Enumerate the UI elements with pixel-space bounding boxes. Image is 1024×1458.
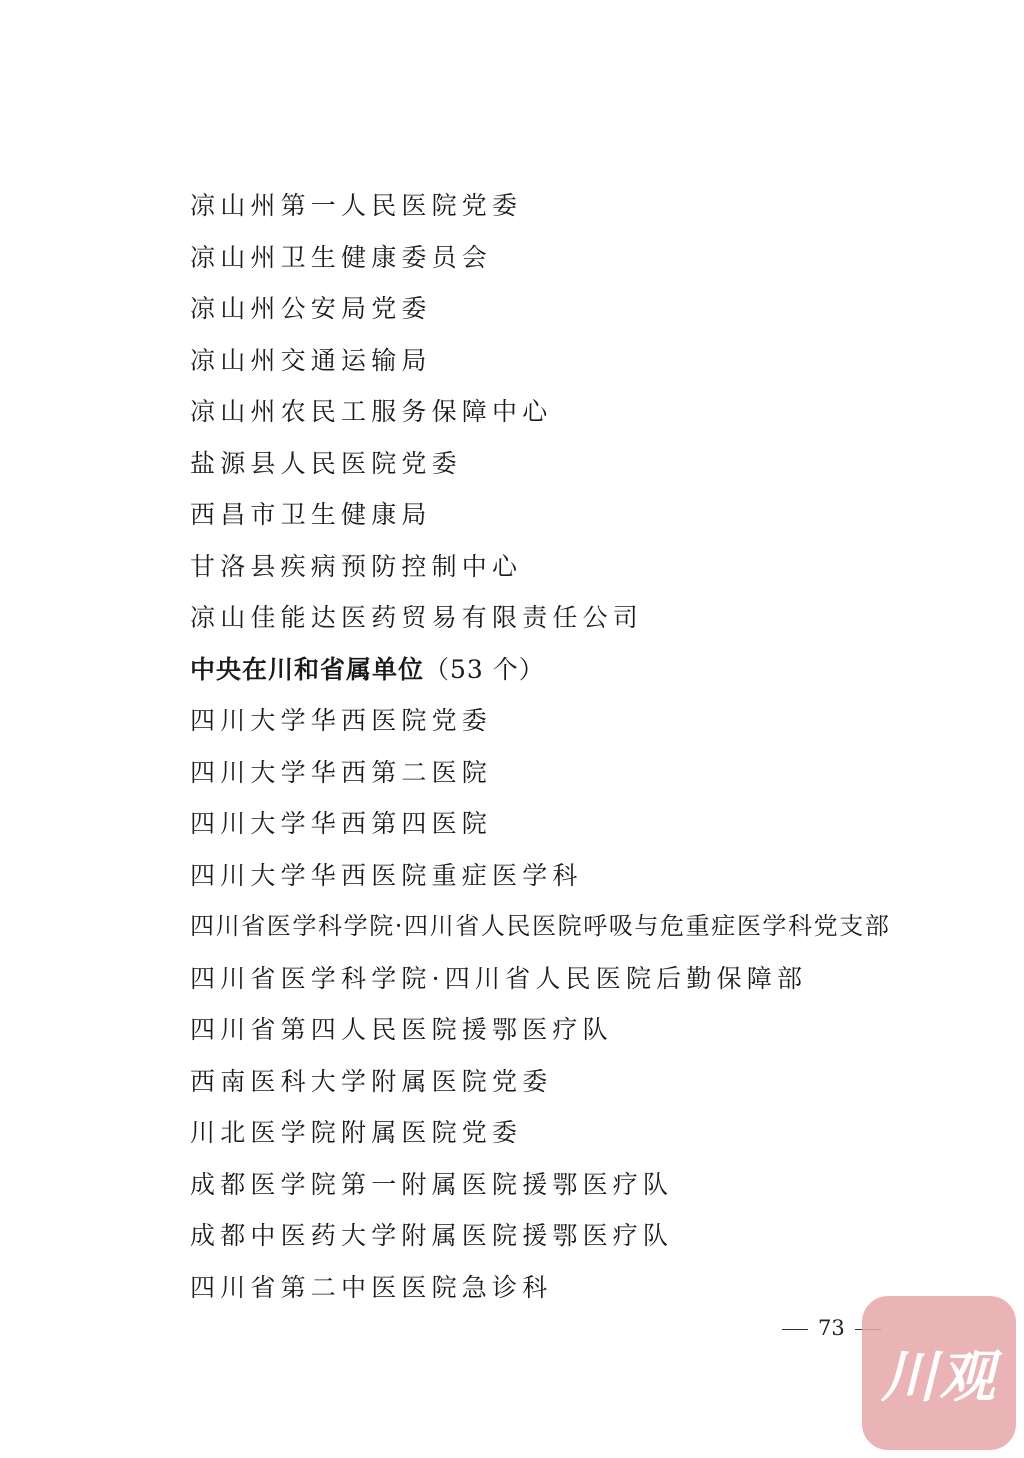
list-item: 四川大学华西第四医院 xyxy=(190,809,493,838)
list-item: 凉山佳能达医药贸易有限责任公司 xyxy=(190,603,644,632)
list-item: 四川省医学科学院·四川省人民医院呼吸与危重症医学科党支部 xyxy=(190,912,891,940)
list-item: 凉山州公安局党委 xyxy=(190,294,432,323)
list-item: 成都中医药大学附属医院援鄂医疗队 xyxy=(190,1221,674,1250)
list-item: 凉山州卫生健康委员会 xyxy=(190,242,493,272)
list-item: 四川省医学科学院·四川省人民医院后勤保障部 xyxy=(190,963,808,993)
watermark-logo-text: 川观 xyxy=(881,1345,997,1410)
list-item: 四川大学华西医院党委 xyxy=(190,706,493,735)
list-item: 凉山州第一人民医院党委 xyxy=(190,191,523,220)
list-item: 四川大学华西医院重症医学科 xyxy=(190,860,583,890)
watermark-logo xyxy=(862,1296,1016,1450)
section-heading-count: （53 个） xyxy=(424,654,545,684)
list-item: 凉山州农民工服务保障中心 xyxy=(190,397,553,426)
page-number: 73 xyxy=(818,1316,845,1340)
list-item: 成都医学院第一附属医院援鄂医疗队 xyxy=(190,1169,674,1199)
list-item: 甘洛县疾病预防控制中心 xyxy=(190,551,523,581)
list-item: 四川大学华西第二医院 xyxy=(190,757,493,787)
list-item: 川北医学院附属医院党委 xyxy=(190,1118,523,1147)
footer-dash-left xyxy=(782,1329,808,1330)
section-heading-title: 中央在川和省属单位 xyxy=(190,654,425,684)
list-item: 四川省第二中医医院急诊科 xyxy=(190,1272,553,1302)
list-item: 凉山州交通运输局 xyxy=(190,345,432,375)
list-item: 西南医科大学附属医院党委 xyxy=(190,1066,553,1096)
list-item: 西昌市卫生健康局 xyxy=(190,500,432,529)
list-item: 盐源县人民医院党委 xyxy=(190,448,462,478)
document-body xyxy=(190,180,930,1313)
section-heading xyxy=(190,644,930,696)
list-item: 四川省第四人民医院援鄂医疗队 xyxy=(190,1015,613,1044)
